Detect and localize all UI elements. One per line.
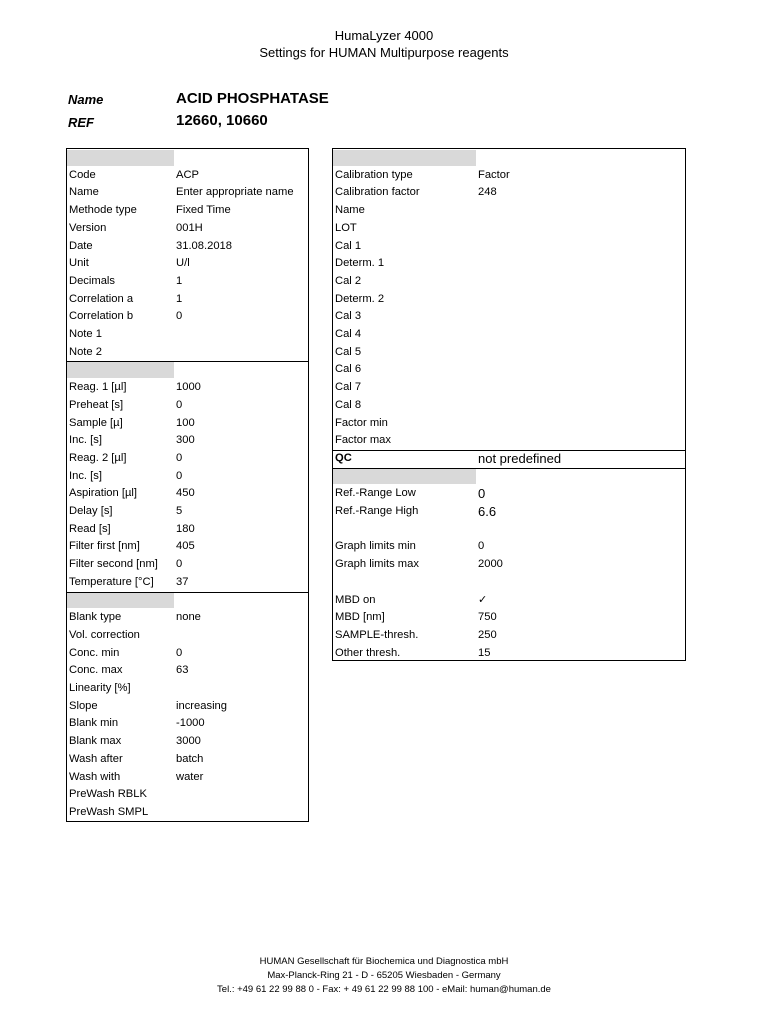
row-value: 248	[478, 186, 497, 199]
row-value: 0	[176, 451, 183, 464]
row-label: Other thresh.	[335, 646, 401, 659]
row-label: Wash with	[69, 770, 121, 783]
row-label: SAMPLE-thresh.	[335, 628, 419, 641]
row-label: Name	[335, 204, 365, 217]
row-label: Reag. 1 [µl]	[69, 381, 127, 394]
row-value: 6.6	[478, 504, 497, 519]
row-value: 0	[176, 646, 183, 659]
table-row	[67, 733, 308, 751]
row-label: Vol. correction	[69, 628, 140, 641]
row-label: Calibration type	[335, 168, 413, 181]
table-row	[333, 379, 685, 397]
ref-value: 12660, 10660	[176, 112, 268, 129]
row-label: PreWash RBLK	[69, 788, 147, 801]
table-row	[67, 255, 308, 273]
header-title: HumaLyzer 4000	[334, 28, 434, 43]
undefined-section-header	[333, 468, 685, 486]
row-value: ACP	[176, 168, 200, 181]
row-label: Conc. max	[69, 664, 123, 677]
row-label: Conc. min	[69, 646, 120, 659]
table-row	[67, 344, 308, 362]
table-row	[333, 184, 685, 202]
row-label: Cal 7	[335, 381, 362, 394]
row-label: Calibration factor	[335, 186, 420, 199]
table-row	[333, 308, 685, 326]
undefined-section-header	[333, 149, 685, 167]
row-value: 2000	[478, 558, 503, 571]
table-row	[333, 574, 685, 592]
row-value: 0	[176, 558, 183, 571]
row-label: Preheat [s]	[69, 398, 124, 411]
row-label: Methode type	[69, 204, 137, 217]
row-value: 63	[176, 664, 189, 677]
row-label: Aspiration [µl]	[69, 487, 138, 500]
table-row	[67, 468, 308, 486]
table-row	[333, 326, 685, 344]
table-row	[67, 538, 308, 556]
row-value: 0	[478, 486, 486, 502]
table-row	[333, 627, 685, 645]
row-label: Graph limits min	[335, 540, 416, 553]
row-value: Enter appropriate name	[176, 186, 294, 199]
row-label: Version	[69, 221, 107, 234]
table-row	[67, 432, 308, 450]
table-row	[67, 503, 308, 521]
row-value: 0	[176, 398, 183, 411]
footer-address: Max-Planck-Ring 21 - D - 65205 Wiesbaden - Germany	[267, 970, 501, 981]
row-value: ✓	[478, 593, 488, 606]
table-row	[67, 556, 308, 574]
table-row	[333, 592, 685, 610]
table-row	[67, 326, 308, 344]
table-row	[333, 415, 685, 433]
row-label: Filter second [nm]	[69, 558, 158, 571]
row-value: none	[176, 611, 201, 624]
table-row	[67, 273, 308, 291]
row-label: Note 1	[69, 328, 102, 340]
row-label: Cal 3	[335, 310, 362, 323]
row-label: Code	[69, 168, 96, 181]
row-value: water	[176, 770, 204, 783]
row-label: MBD [nm]	[335, 611, 385, 624]
row-label: Correlation b	[69, 310, 134, 323]
row-value: 300	[176, 434, 195, 447]
row-label: Decimals	[69, 274, 116, 287]
table-row	[333, 202, 685, 220]
table-row	[67, 397, 308, 415]
row-label: Name	[69, 186, 99, 199]
row-label: Date	[69, 239, 93, 252]
name-label: Name	[68, 92, 104, 107]
row-value: 1	[176, 292, 183, 305]
row-value: 0	[478, 540, 485, 553]
table-row	[333, 361, 685, 379]
table-row	[67, 574, 308, 592]
row-value: 450	[176, 487, 195, 500]
row-label: Determ. 1	[335, 257, 385, 270]
row-label: LOT	[335, 221, 357, 234]
row-label: Blank min	[69, 717, 119, 730]
row-value: 3000	[176, 735, 201, 748]
table-row	[67, 450, 308, 468]
table-row	[333, 220, 685, 238]
row-value: 100	[176, 416, 195, 429]
table-row	[67, 184, 308, 202]
row-label: Unit	[69, 257, 89, 270]
row-value: 180	[176, 522, 195, 535]
table-row	[67, 715, 308, 733]
footer-contact: Tel.: +49 61 22 99 88 0 - Fax: + 49 61 22 99 88 100 - eMail: human@human.de	[217, 984, 551, 995]
table-row	[67, 485, 308, 503]
row-value: Fixed Time	[176, 204, 231, 217]
table-row	[67, 662, 308, 680]
table-row	[67, 291, 308, 309]
table-row	[67, 698, 308, 716]
row-label: Linearity [%]	[69, 682, 131, 694]
row-label: Cal 1	[335, 239, 362, 252]
row-label: Slope	[69, 699, 98, 712]
table-row	[67, 521, 308, 539]
row-value: 5	[176, 505, 183, 517]
row-value: 37	[176, 575, 189, 588]
table-row	[67, 769, 308, 787]
row-value: 0	[176, 469, 183, 482]
table-row	[67, 238, 308, 256]
table-row	[333, 432, 685, 450]
row-value: Factor	[478, 168, 510, 181]
row-value: 250	[478, 628, 497, 641]
row-label: Wash after	[69, 752, 123, 765]
table-row	[333, 521, 685, 539]
row-label: Read [s]	[69, 522, 111, 535]
table-row	[333, 238, 685, 256]
row-label: Cal 5	[335, 345, 362, 358]
row-value: 1000	[176, 381, 201, 394]
row-label: Cal 2	[335, 274, 362, 287]
row-label: Note 2	[69, 345, 102, 358]
table-row	[67, 804, 308, 822]
row-label: Inc. [s]	[69, 434, 102, 447]
table-row	[333, 609, 685, 627]
table-row	[333, 291, 685, 309]
row-label: Determ. 2	[335, 292, 385, 305]
table-row	[67, 751, 308, 769]
footer-company: HUMAN Gesellschaft für Biochemica und Diagnostica mbH	[259, 956, 509, 967]
row-label: PreWash SMPL	[69, 805, 149, 818]
row-label: Sample [µ]	[69, 416, 123, 429]
qc-value: not predefined	[478, 450, 562, 466]
row-value: increasing	[176, 699, 227, 712]
row-value: -1000	[176, 717, 205, 730]
name-value: ACID PHOSPHATASE	[176, 90, 329, 107]
table-row	[67, 308, 308, 326]
row-label: Cal 4	[335, 328, 362, 340]
row-label: MBD on	[335, 593, 376, 606]
table-row	[67, 220, 308, 238]
row-value: 405	[176, 540, 195, 553]
row-label: Temperature [°C]	[69, 575, 154, 588]
row-label: Reag. 2 [µl]	[69, 451, 127, 464]
ref-label: REF	[68, 115, 94, 130]
row-label: Blank type	[69, 611, 122, 624]
table-row	[333, 538, 685, 556]
row-label: Cal 6	[335, 363, 362, 376]
qc-label: QC	[335, 451, 352, 464]
table-row	[67, 167, 308, 185]
row-value: 001H	[176, 221, 203, 234]
table-row	[333, 255, 685, 273]
left-settings-table	[66, 148, 309, 822]
row-label: Delay [s]	[69, 505, 113, 517]
table-row	[67, 627, 308, 645]
qc-row	[333, 450, 685, 468]
table-row	[333, 397, 685, 415]
row-label: Filter first [nm]	[69, 540, 140, 553]
table-row	[67, 609, 308, 627]
row-label: Correlation a	[69, 292, 134, 305]
row-value: batch	[176, 752, 204, 765]
table-row	[333, 556, 685, 574]
table-row	[333, 645, 685, 663]
right-settings-table	[332, 148, 686, 661]
table-row	[67, 202, 308, 220]
row-value: 15	[478, 646, 491, 659]
row-label: Blank max	[69, 735, 122, 748]
row-label: Graph limits max	[335, 558, 419, 571]
row-value: 0	[176, 310, 183, 323]
row-label: Ref.-Range Low	[335, 487, 416, 500]
row-label: Inc. [s]	[69, 469, 102, 482]
row-value: 1	[176, 274, 183, 287]
table-row	[67, 680, 308, 698]
table-row	[333, 485, 685, 503]
row-label: Factor max	[335, 434, 391, 447]
table-row	[67, 415, 308, 433]
row-value: 750	[478, 611, 497, 624]
header-subtitle: Settings for HUMAN Multipurpose reagents	[259, 45, 509, 60]
table-row	[333, 344, 685, 362]
undefined-section-header	[67, 361, 308, 379]
row-label: Factor min	[335, 416, 388, 429]
table-row	[333, 167, 685, 185]
table-row	[67, 645, 308, 663]
table-row	[333, 273, 685, 291]
row-label: Ref.-Range High	[335, 505, 419, 517]
table-row	[67, 786, 308, 804]
row-label: Cal 8	[335, 398, 362, 411]
table-row	[67, 379, 308, 397]
table-row	[333, 503, 685, 521]
row-value: 31.08.2018	[176, 239, 232, 252]
row-value: U/l	[176, 257, 190, 270]
undefined-section-header	[67, 592, 308, 610]
undefined-section-header	[67, 149, 308, 167]
